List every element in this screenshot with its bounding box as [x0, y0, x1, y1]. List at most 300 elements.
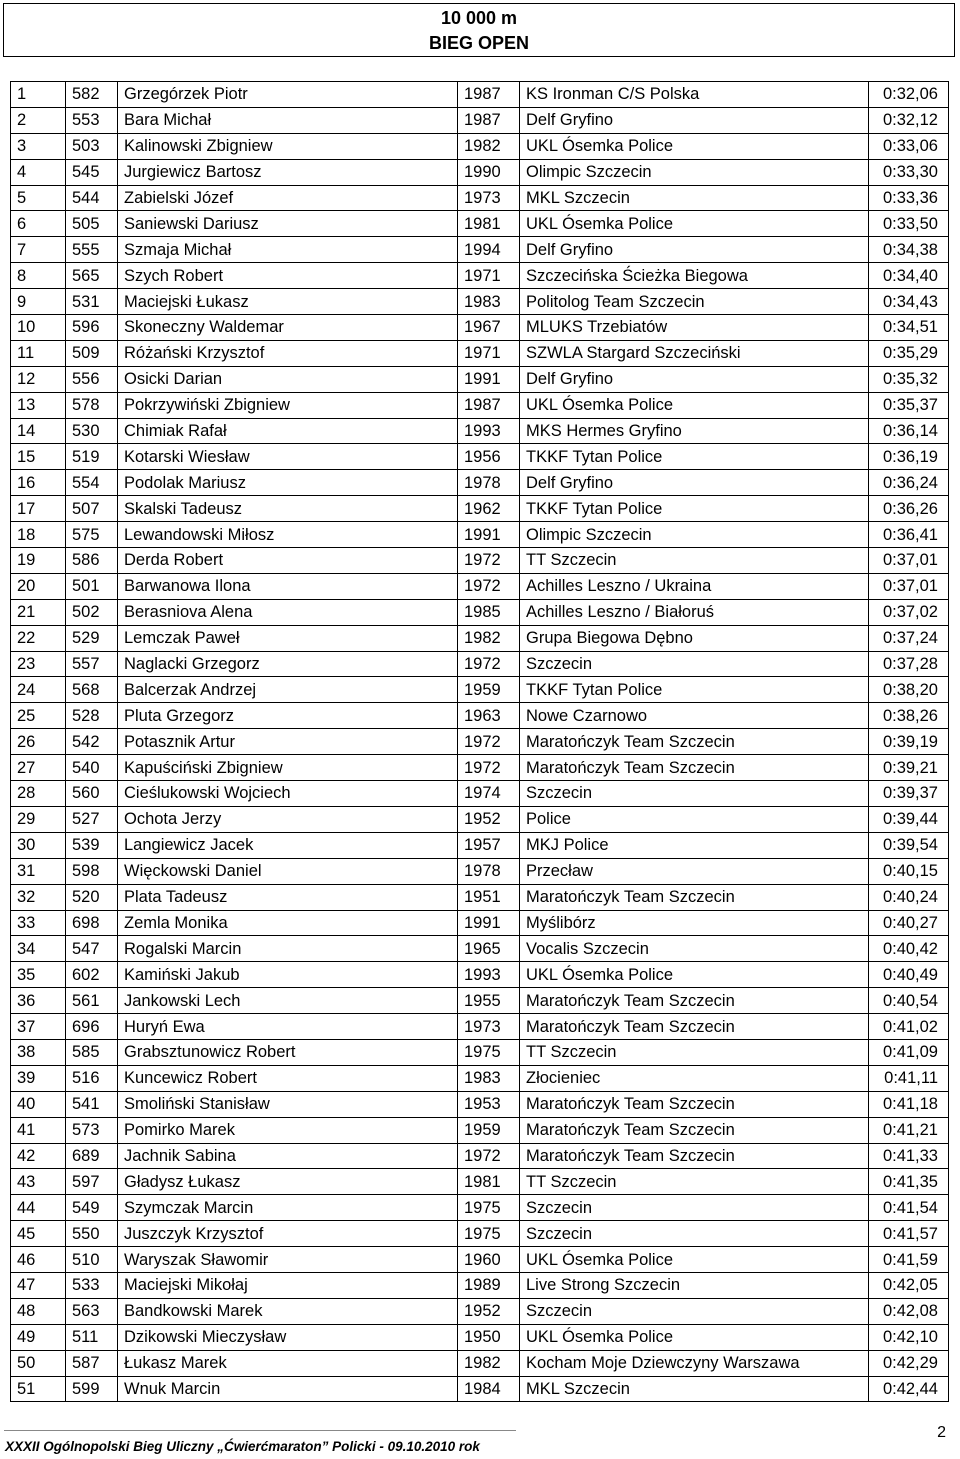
- time-cell: 0:34,51: [869, 315, 949, 341]
- time-cell: 0:42,08: [869, 1298, 949, 1324]
- club-cell: UKL Ósemka Police: [520, 211, 869, 237]
- athlete-name-cell: Grabsztunowicz Robert: [118, 1039, 458, 1065]
- birth-year-cell: 1951: [458, 884, 520, 910]
- club-cell: Złocieniec: [520, 1065, 869, 1091]
- athlete-name-cell: Zabielski Józef: [118, 185, 458, 211]
- club-cell: Olimpic Szczecin: [520, 159, 869, 185]
- position-cell: 20: [11, 573, 66, 599]
- bib-number-cell: 578: [66, 392, 118, 418]
- position-cell: 14: [11, 418, 66, 444]
- birth-year-cell: 1971: [458, 263, 520, 289]
- time-cell: 0:40,24: [869, 884, 949, 910]
- table-row: [11, 185, 949, 211]
- club-cell: Delf Gryfino: [520, 107, 869, 133]
- club-cell: TKKF Tytan Police: [520, 444, 869, 470]
- athlete-name-cell: Maciejski Mikołaj: [118, 1272, 458, 1298]
- time-cell: 0:32,06: [869, 82, 949, 108]
- results-table-body: [11, 82, 949, 1402]
- category-title: BIEG OPEN: [428, 33, 530, 53]
- club-cell: Politolog Team Szczecin: [520, 289, 869, 315]
- athlete-name-cell: Szmaja Michał: [118, 237, 458, 263]
- club-cell: UKL Ósemka Police: [520, 1324, 869, 1350]
- table-row: [11, 237, 949, 263]
- position-cell: 16: [11, 470, 66, 496]
- time-cell: 0:33,06: [869, 133, 949, 159]
- athlete-name-cell: Dzikowski Mieczysław: [118, 1324, 458, 1350]
- birth-year-cell: 1982: [458, 133, 520, 159]
- athlete-name-cell: Smoliński Stanisław: [118, 1091, 458, 1117]
- position-cell: 10: [11, 315, 66, 341]
- birth-year-cell: 1952: [458, 1298, 520, 1324]
- position-cell: 32: [11, 884, 66, 910]
- table-row: [11, 496, 949, 522]
- club-cell: MKS Hermes Gryfino: [520, 418, 869, 444]
- time-cell: 0:41,57: [869, 1221, 949, 1247]
- club-cell: Kocham Moje Dziewczyny Warszawa: [520, 1350, 869, 1376]
- club-cell: Delf Gryfino: [520, 237, 869, 263]
- time-cell: 0:41,54: [869, 1195, 949, 1221]
- birth-year-cell: 1981: [458, 211, 520, 237]
- bib-number-cell: 509: [66, 340, 118, 366]
- athlete-name-cell: Plata Tadeusz: [118, 884, 458, 910]
- footer-divider: [4, 1430, 516, 1431]
- position-cell: 41: [11, 1117, 66, 1143]
- bib-number-cell: 602: [66, 962, 118, 988]
- table-row: [11, 548, 949, 574]
- athlete-name-cell: Kamiński Jakub: [118, 962, 458, 988]
- time-cell: 0:41,35: [869, 1169, 949, 1195]
- athlete-name-cell: Huryń Ewa: [118, 1014, 458, 1040]
- bib-number-cell: 539: [66, 832, 118, 858]
- time-cell: 0:37,28: [869, 651, 949, 677]
- table-row: [11, 625, 949, 651]
- time-cell: 0:37,02: [869, 599, 949, 625]
- table-row: [11, 444, 949, 470]
- bib-number-cell: 596: [66, 315, 118, 341]
- bib-number-cell: 530: [66, 418, 118, 444]
- birth-year-cell: 1983: [458, 1065, 520, 1091]
- bib-number-cell: 561: [66, 988, 118, 1014]
- bib-number-cell: 597: [66, 1169, 118, 1195]
- club-cell: Live Strong Szczecin: [520, 1272, 869, 1298]
- position-cell: 40: [11, 1091, 66, 1117]
- club-cell: UKL Ósemka Police: [520, 962, 869, 988]
- time-cell: 0:33,30: [869, 159, 949, 185]
- time-cell: 0:40,27: [869, 910, 949, 936]
- results-table: [10, 81, 949, 1402]
- table-row: [11, 366, 949, 392]
- athlete-name-cell: Szych Robert: [118, 263, 458, 289]
- club-cell: Szczecin: [520, 1221, 869, 1247]
- position-cell: 38: [11, 1039, 66, 1065]
- athlete-name-cell: Derda Robert: [118, 548, 458, 574]
- time-cell: 0:42,10: [869, 1324, 949, 1350]
- athlete-name-cell: Pluta Grzegorz: [118, 703, 458, 729]
- table-row: [11, 263, 949, 289]
- time-cell: 0:38,26: [869, 703, 949, 729]
- club-cell: Achilles Leszno / Ukraina: [520, 573, 869, 599]
- time-cell: 0:36,19: [869, 444, 949, 470]
- birth-year-cell: 1972: [458, 548, 520, 574]
- bib-number-cell: 599: [66, 1376, 118, 1402]
- athlete-name-cell: Lewandowski Miłosz: [118, 522, 458, 548]
- time-cell: 0:39,37: [869, 781, 949, 807]
- table-row: [11, 1376, 949, 1402]
- position-cell: 35: [11, 962, 66, 988]
- table-row: [11, 1039, 949, 1065]
- position-cell: 42: [11, 1143, 66, 1169]
- athlete-name-cell: Jankowski Lech: [118, 988, 458, 1014]
- position-cell: 5: [11, 185, 66, 211]
- athlete-name-cell: Jurgiewicz Bartosz: [118, 159, 458, 185]
- position-cell: 1: [11, 82, 66, 108]
- position-cell: 44: [11, 1195, 66, 1221]
- position-cell: 46: [11, 1247, 66, 1273]
- time-cell: 0:41,02: [869, 1014, 949, 1040]
- birth-year-cell: 1984: [458, 1376, 520, 1402]
- club-cell: Szczecin: [520, 781, 869, 807]
- birth-year-cell: 1991: [458, 910, 520, 936]
- time-cell: 0:41,11: [869, 1065, 949, 1091]
- club-cell: UKL Ósemka Police: [520, 1247, 869, 1273]
- footer-event-text: XXXII Ogólnopolski Bieg Uliczny „Ćwierćmaraton” Policki - 09.10.2010 rok: [5, 1439, 480, 1454]
- time-cell: 0:39,44: [869, 806, 949, 832]
- athlete-name-cell: Berasniova Alena: [118, 599, 458, 625]
- position-cell: 27: [11, 755, 66, 781]
- table-row: [11, 988, 949, 1014]
- position-cell: 13: [11, 392, 66, 418]
- position-cell: 48: [11, 1298, 66, 1324]
- table-row: [11, 470, 949, 496]
- club-cell: Maratończyk Team Szczecin: [520, 988, 869, 1014]
- birth-year-cell: 1965: [458, 936, 520, 962]
- time-cell: 0:36,24: [869, 470, 949, 496]
- time-cell: 0:37,01: [869, 548, 949, 574]
- time-cell: 0:40,15: [869, 858, 949, 884]
- athlete-name-cell: Potasznik Artur: [118, 729, 458, 755]
- birth-year-cell: 1982: [458, 625, 520, 651]
- club-cell: Vocalis Szczecin: [520, 936, 869, 962]
- time-cell: 0:36,26: [869, 496, 949, 522]
- table-row: [11, 289, 949, 315]
- table-row: [11, 82, 949, 108]
- position-cell: 17: [11, 496, 66, 522]
- table-row: [11, 1272, 949, 1298]
- table-row: [11, 1169, 949, 1195]
- birth-year-cell: 1972: [458, 755, 520, 781]
- club-cell: Police: [520, 806, 869, 832]
- position-cell: 31: [11, 858, 66, 884]
- page-title-box: [3, 3, 955, 57]
- bib-number-cell: 544: [66, 185, 118, 211]
- athlete-name-cell: Langiewicz Jacek: [118, 832, 458, 858]
- birth-year-cell: 1975: [458, 1039, 520, 1065]
- club-cell: MKJ Police: [520, 832, 869, 858]
- birth-year-cell: 1973: [458, 185, 520, 211]
- time-cell: 0:42,29: [869, 1350, 949, 1376]
- time-cell: 0:34,38: [869, 237, 949, 263]
- position-cell: 2: [11, 107, 66, 133]
- table-row: [11, 1065, 949, 1091]
- athlete-name-cell: Szymczak Marcin: [118, 1195, 458, 1221]
- birth-year-cell: 1985: [458, 599, 520, 625]
- bib-number-cell: 510: [66, 1247, 118, 1273]
- table-row: [11, 522, 949, 548]
- position-cell: 9: [11, 289, 66, 315]
- athlete-name-cell: Cieślukowski Wojciech: [118, 781, 458, 807]
- athlete-name-cell: Bandkowski Marek: [118, 1298, 458, 1324]
- bib-number-cell: 586: [66, 548, 118, 574]
- club-cell: Maratończyk Team Szczecin: [520, 1117, 869, 1143]
- club-cell: MLUKS Trzebiatów: [520, 315, 869, 341]
- bib-number-cell: 598: [66, 858, 118, 884]
- time-cell: 0:35,29: [869, 340, 949, 366]
- position-cell: 33: [11, 910, 66, 936]
- bib-number-cell: 529: [66, 625, 118, 651]
- birth-year-cell: 1959: [458, 677, 520, 703]
- time-cell: 0:38,20: [869, 677, 949, 703]
- birth-year-cell: 1991: [458, 522, 520, 548]
- table-row: [11, 211, 949, 237]
- birth-year-cell: 1963: [458, 703, 520, 729]
- bib-number-cell: 540: [66, 755, 118, 781]
- bib-number-cell: 503: [66, 133, 118, 159]
- position-cell: 4: [11, 159, 66, 185]
- club-cell: TT Szczecin: [520, 1039, 869, 1065]
- table-row: [11, 573, 949, 599]
- position-cell: 34: [11, 936, 66, 962]
- time-cell: 0:40,49: [869, 962, 949, 988]
- table-row: [11, 884, 949, 910]
- club-cell: MKL Szczecin: [520, 185, 869, 211]
- athlete-name-cell: Różański Krzysztof: [118, 340, 458, 366]
- table-row: [11, 806, 949, 832]
- birth-year-cell: 1987: [458, 107, 520, 133]
- table-row: [11, 858, 949, 884]
- time-cell: 0:40,54: [869, 988, 949, 1014]
- page-number: 2: [937, 1424, 946, 1441]
- birth-year-cell: 1960: [458, 1247, 520, 1273]
- club-cell: TT Szczecin: [520, 548, 869, 574]
- table-row: [11, 962, 949, 988]
- birth-year-cell: 1971: [458, 340, 520, 366]
- club-cell: Delf Gryfino: [520, 470, 869, 496]
- time-cell: 0:39,19: [869, 729, 949, 755]
- table-row: [11, 651, 949, 677]
- birth-year-cell: 1950: [458, 1324, 520, 1350]
- time-cell: 0:36,14: [869, 418, 949, 444]
- position-cell: 18: [11, 522, 66, 548]
- birth-year-cell: 1991: [458, 366, 520, 392]
- table-row: [11, 1221, 949, 1247]
- athlete-name-cell: Łukasz Marek: [118, 1350, 458, 1376]
- time-cell: 0:34,43: [869, 289, 949, 315]
- athlete-name-cell: Juszczyk Krzysztof: [118, 1221, 458, 1247]
- table-row: [11, 703, 949, 729]
- club-cell: Szczecin: [520, 1195, 869, 1221]
- time-cell: 0:41,33: [869, 1143, 949, 1169]
- athlete-name-cell: Kuncewicz Robert: [118, 1065, 458, 1091]
- club-cell: TT Szczecin: [520, 1169, 869, 1195]
- position-cell: 25: [11, 703, 66, 729]
- bib-number-cell: 531: [66, 289, 118, 315]
- position-cell: 29: [11, 806, 66, 832]
- athlete-name-cell: Rogalski Marcin: [118, 936, 458, 962]
- bib-number-cell: 542: [66, 729, 118, 755]
- birth-year-cell: 1983: [458, 289, 520, 315]
- position-cell: 22: [11, 625, 66, 651]
- position-cell: 36: [11, 988, 66, 1014]
- table-row: [11, 392, 949, 418]
- bib-number-cell: 502: [66, 599, 118, 625]
- birth-year-cell: 1972: [458, 651, 520, 677]
- athlete-name-cell: Naglacki Grzegorz: [118, 651, 458, 677]
- table-row: [11, 107, 949, 133]
- birth-year-cell: 1973: [458, 1014, 520, 1040]
- bib-number-cell: 505: [66, 211, 118, 237]
- athlete-name-cell: Maciejski Łukasz: [118, 289, 458, 315]
- table-row: [11, 418, 949, 444]
- athlete-name-cell: Saniewski Dariusz: [118, 211, 458, 237]
- time-cell: 0:42,05: [869, 1272, 949, 1298]
- time-cell: 0:35,37: [869, 392, 949, 418]
- position-cell: 15: [11, 444, 66, 470]
- bib-number-cell: 689: [66, 1143, 118, 1169]
- table-row: [11, 677, 949, 703]
- position-cell: 47: [11, 1272, 66, 1298]
- position-cell: 30: [11, 832, 66, 858]
- bib-number-cell: 698: [66, 910, 118, 936]
- position-cell: 7: [11, 237, 66, 263]
- bib-number-cell: 507: [66, 496, 118, 522]
- club-cell: Maratończyk Team Szczecin: [520, 884, 869, 910]
- athlete-name-cell: Balcerzak Andrzej: [118, 677, 458, 703]
- club-cell: Maratończyk Team Szczecin: [520, 1091, 869, 1117]
- bib-number-cell: 549: [66, 1195, 118, 1221]
- club-cell: Przecław: [520, 858, 869, 884]
- athlete-name-cell: Osicki Darian: [118, 366, 458, 392]
- birth-year-cell: 1972: [458, 729, 520, 755]
- club-cell: Maratończyk Team Szczecin: [520, 755, 869, 781]
- table-row: [11, 1350, 949, 1376]
- birth-year-cell: 1990: [458, 159, 520, 185]
- bib-number-cell: 516: [66, 1065, 118, 1091]
- position-cell: 12: [11, 366, 66, 392]
- bib-number-cell: 553: [66, 107, 118, 133]
- birth-year-cell: 1952: [458, 806, 520, 832]
- bib-number-cell: 533: [66, 1272, 118, 1298]
- table-row: [11, 1014, 949, 1040]
- bib-number-cell: 545: [66, 159, 118, 185]
- athlete-name-cell: Kalinowski Zbigniew: [118, 133, 458, 159]
- club-cell: KS Ironman C/S Polska: [520, 82, 869, 108]
- table-row: [11, 1195, 949, 1221]
- bib-number-cell: 550: [66, 1221, 118, 1247]
- athlete-name-cell: Podolak Mariusz: [118, 470, 458, 496]
- bib-number-cell: 568: [66, 677, 118, 703]
- club-cell: Olimpic Szczecin: [520, 522, 869, 548]
- athlete-name-cell: Kotarski Wiesław: [118, 444, 458, 470]
- athlete-name-cell: Lemczak Paweł: [118, 625, 458, 651]
- time-cell: 0:40,42: [869, 936, 949, 962]
- position-cell: 39: [11, 1065, 66, 1091]
- athlete-name-cell: Skoneczny Waldemar: [118, 315, 458, 341]
- bib-number-cell: 557: [66, 651, 118, 677]
- bib-number-cell: 587: [66, 1350, 118, 1376]
- club-cell: Maratończyk Team Szczecin: [520, 1014, 869, 1040]
- table-row: [11, 315, 949, 341]
- bib-number-cell: 528: [66, 703, 118, 729]
- birth-year-cell: 1987: [458, 392, 520, 418]
- time-cell: 0:39,54: [869, 832, 949, 858]
- athlete-name-cell: Barwanowa Ilona: [118, 573, 458, 599]
- birth-year-cell: 1972: [458, 1143, 520, 1169]
- athlete-name-cell: Więckowski Daniel: [118, 858, 458, 884]
- bib-number-cell: 565: [66, 263, 118, 289]
- table-row: [11, 159, 949, 185]
- table-row: [11, 910, 949, 936]
- position-cell: 23: [11, 651, 66, 677]
- bib-number-cell: 520: [66, 884, 118, 910]
- birth-year-cell: 1987: [458, 82, 520, 108]
- bib-number-cell: 585: [66, 1039, 118, 1065]
- athlete-name-cell: Pokrzywiński Zbigniew: [118, 392, 458, 418]
- table-row: [11, 781, 949, 807]
- position-cell: 8: [11, 263, 66, 289]
- club-cell: Myślibórz: [520, 910, 869, 936]
- club-cell: TKKF Tytan Police: [520, 677, 869, 703]
- club-cell: Achilles Leszno / Białoruś: [520, 599, 869, 625]
- athlete-name-cell: Jachnik Sabina: [118, 1143, 458, 1169]
- athlete-name-cell: Gładysz Łukasz: [118, 1169, 458, 1195]
- table-row: [11, 1324, 949, 1350]
- birth-year-cell: 1981: [458, 1169, 520, 1195]
- position-cell: 24: [11, 677, 66, 703]
- athlete-name-cell: Wnuk Marcin: [118, 1376, 458, 1402]
- position-cell: 19: [11, 548, 66, 574]
- club-cell: Szczecińska Ścieżka Biegowa: [520, 263, 869, 289]
- birth-year-cell: 1972: [458, 573, 520, 599]
- athlete-name-cell: Zemla Monika: [118, 910, 458, 936]
- time-cell: 0:35,32: [869, 366, 949, 392]
- club-cell: Szczecin: [520, 651, 869, 677]
- position-cell: 3: [11, 133, 66, 159]
- birth-year-cell: 1953: [458, 1091, 520, 1117]
- position-cell: 50: [11, 1350, 66, 1376]
- bib-number-cell: 573: [66, 1117, 118, 1143]
- athlete-name-cell: Bara Michał: [118, 107, 458, 133]
- bib-number-cell: 582: [66, 82, 118, 108]
- bib-number-cell: 511: [66, 1324, 118, 1350]
- time-cell: 0:37,24: [869, 625, 949, 651]
- time-cell: 0:33,36: [869, 185, 949, 211]
- table-row: [11, 936, 949, 962]
- position-cell: 51: [11, 1376, 66, 1402]
- table-row: [11, 340, 949, 366]
- athlete-name-cell: Skalski Tadeusz: [118, 496, 458, 522]
- bib-number-cell: 554: [66, 470, 118, 496]
- birth-year-cell: 1978: [458, 470, 520, 496]
- club-cell: UKL Ósemka Police: [520, 392, 869, 418]
- position-cell: 21: [11, 599, 66, 625]
- birth-year-cell: 1956: [458, 444, 520, 470]
- time-cell: 0:41,18: [869, 1091, 949, 1117]
- bib-number-cell: 575: [66, 522, 118, 548]
- bib-number-cell: 527: [66, 806, 118, 832]
- table-row: [11, 133, 949, 159]
- position-cell: 37: [11, 1014, 66, 1040]
- time-cell: 0:36,41: [869, 522, 949, 548]
